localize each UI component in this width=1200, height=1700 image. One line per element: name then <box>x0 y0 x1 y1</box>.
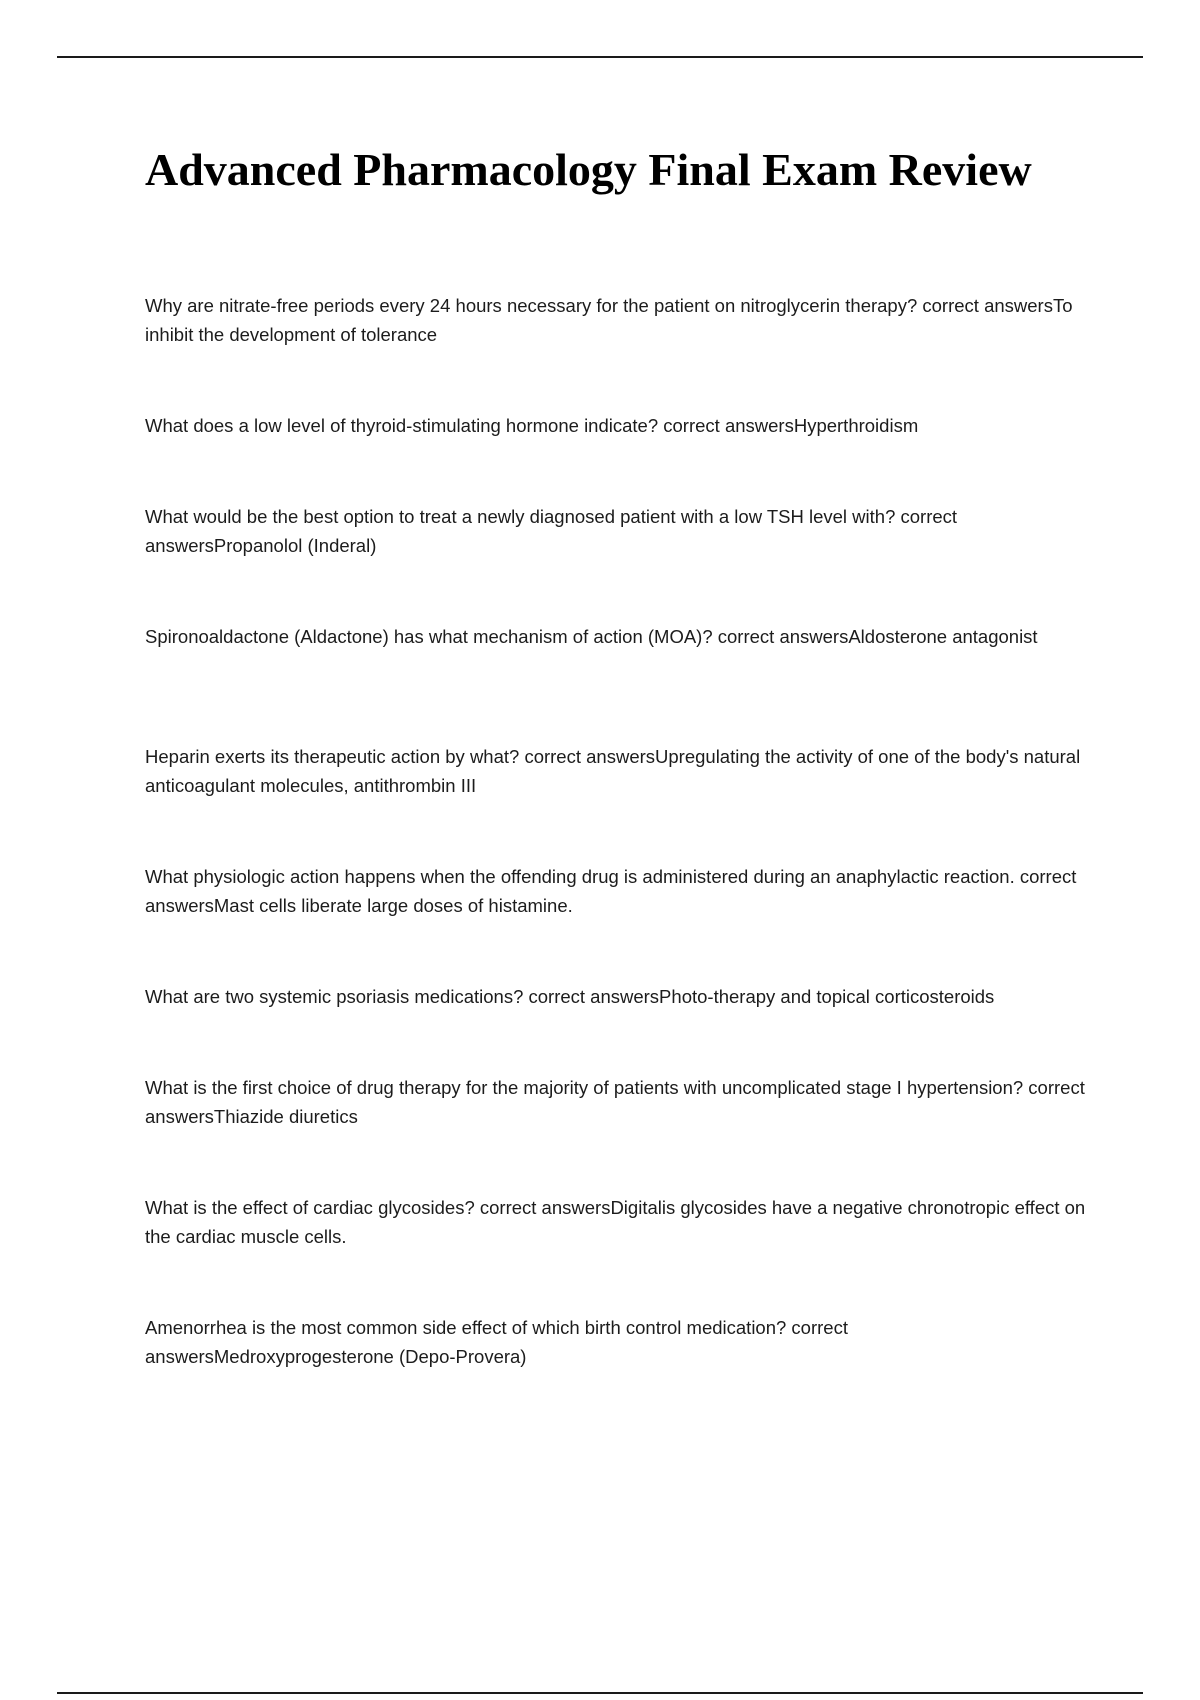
top-divider <box>57 56 1143 58</box>
qa-item: Heparin exerts its therapeutic action by what? correct answersUpregulating the activity of one of the body's natural anticoagulant molecules, antithrombin III <box>145 746 1081 796</box>
qa-item: Amenorrhea is the most common side effect of which birth control medication? correct answersMedroxyprogesterone (Depo-Provera) <box>145 1317 848 1367</box>
qa-item: Why are nitrate-free periods every 24 hours necessary for the patient on nitroglycerin therapy? correct answersTo inhibit the development of tolerance <box>145 295 1073 345</box>
qa-item: What physiologic action happens when the offending drug is administered during an anaphylactic reaction. correct answersMast cells liberate large doses of histamine. <box>145 866 1077 916</box>
qa-item: Spironoaldactone (Aldactone) has what mechanism of action (MOA)? correct answersAldosterone antagonist <box>145 626 1038 647</box>
qa-item: What would be the best option to treat a newly diagnosed patient with a low TSH level with? correct answersPropanolol (Inderal) <box>145 506 958 556</box>
bottom-divider <box>57 1692 1143 1694</box>
qa-item: What is the effect of cardiac glycosides? correct answersDigitalis glycosides have a negative chronotropic effect on the cardiac muscle cells. <box>145 1197 1086 1247</box>
qa-item: What is the first choice of drug therapy for the majority of patients with uncomplicated stage I hypertension? correct answersThiazide diuretics <box>145 1077 1085 1127</box>
qa-item: What does a low level of thyroid-stimulating hormone indicate? correct answersHyperthroidism <box>145 415 919 436</box>
page-title: Advanced Pharmacology Final Exam Review <box>145 144 1032 195</box>
qa-item: What are two systemic psoriasis medications? correct answersPhoto-therapy and topical corticosteroids <box>145 986 995 1007</box>
